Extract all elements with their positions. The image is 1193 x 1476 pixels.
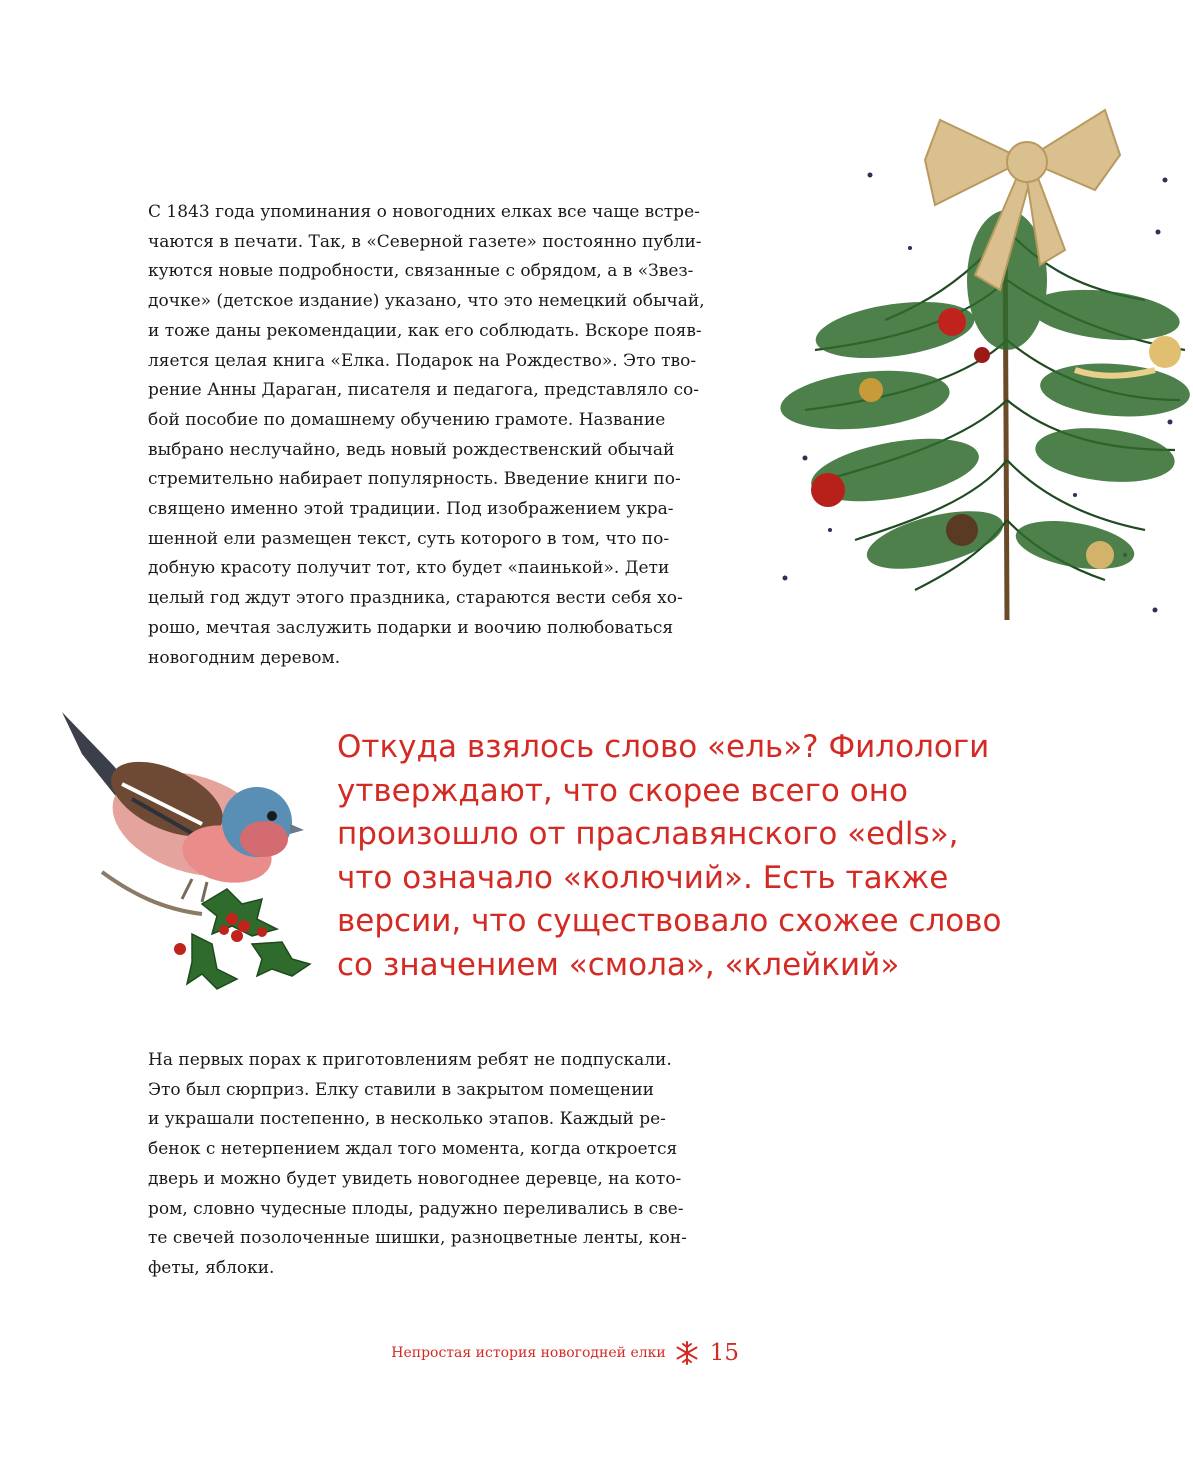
text-line: выбрано неслучайно, ведь новый рождественский обычай bbox=[148, 439, 675, 460]
body-paragraph-1 bbox=[148, 198, 748, 673]
text-line: бой пособие по домашнему обучению грамоте. Название bbox=[148, 409, 666, 430]
fir-branch-illustration bbox=[775, 100, 1193, 630]
running-title: Непростая история новогодней елки bbox=[391, 1345, 666, 1361]
quote-line: со значением «смола», «клейкий» bbox=[337, 946, 900, 983]
text-line: куются новые подробности, связанные с обрядом, а в «Звез- bbox=[148, 261, 694, 282]
text-line: ляется целая книга «Елка. Подарок на Рождество». Это тво- bbox=[148, 350, 697, 371]
text-line: и тоже даны рекомендации, как его соблюдать. Вскоре появ- bbox=[148, 320, 702, 341]
text-line: Это был сюрприз. Елку ставили в закрытом помещении bbox=[148, 1079, 654, 1100]
text-line: стремительно набирает популярность. Введение книги по- bbox=[148, 469, 681, 490]
text-line: С 1843 года упоминания о новогодних елках все чаще встре- bbox=[148, 202, 700, 222]
chaffinch-bird-illustration bbox=[52, 704, 312, 1004]
quote-line: Откуда взялось слово «ель»? Филологи bbox=[337, 729, 990, 765]
text-line: На первых порах к приготовлениям ребят не подпускали. bbox=[148, 1050, 672, 1070]
text-line: добную красоту получит тот, кто будет «паинькой». Дети bbox=[148, 558, 670, 579]
quote-line: утверждают, что скорее всего оно bbox=[337, 772, 908, 809]
text-line: целый год ждут этого праздника, стараются вести себя хо- bbox=[148, 588, 683, 609]
holly-leaves bbox=[187, 889, 310, 989]
page-number: 15 bbox=[709, 1340, 739, 1366]
text-line: те свечей позолоченные шишки, разноцветные ленты, кон- bbox=[148, 1228, 687, 1249]
quote-line: версии, что существовало схожее слово bbox=[337, 903, 1002, 939]
body-paragraph-2 bbox=[148, 1046, 748, 1284]
text-line: рошо, мечтая заслужить подарки и воочию полюбоваться bbox=[148, 617, 674, 638]
text-line: священо именно этой традиции. Под изображением укра- bbox=[148, 499, 674, 520]
text-line: и украшали постепенно, в несколько этапов. Каждый ре- bbox=[148, 1109, 666, 1130]
text-line: феты, яблоки. bbox=[148, 1257, 275, 1278]
quote-line: что означало «колючий». Есть также bbox=[337, 859, 949, 896]
text-line: ром, словно чудесные плоды, радужно переливались в све- bbox=[148, 1198, 684, 1219]
snowflake-icon bbox=[674, 1340, 700, 1366]
quote-line: произошло от праславянского «edls», bbox=[337, 816, 959, 852]
text-line: чаются в печати. Так, в «Северной газете» постоянно публи- bbox=[148, 231, 702, 252]
pull-quote bbox=[337, 726, 1037, 987]
text-line: шенной ели размещен текст, суть которого в том, что по- bbox=[148, 528, 670, 549]
page-footer bbox=[391, 1340, 739, 1366]
text-line: дверь и можно будет увидеть новогоднее деревце, на кото- bbox=[148, 1168, 682, 1189]
text-line: дочке» (детское издание) указано, что это немецкий обычай, bbox=[148, 291, 705, 312]
text-line: рение Анны Дараган, писателя и педагога, представляло со- bbox=[148, 380, 699, 401]
text-line: бенок с нетерпением ждал того момента, когда откроется bbox=[148, 1139, 678, 1160]
text-line: новогодним деревом. bbox=[148, 647, 341, 668]
